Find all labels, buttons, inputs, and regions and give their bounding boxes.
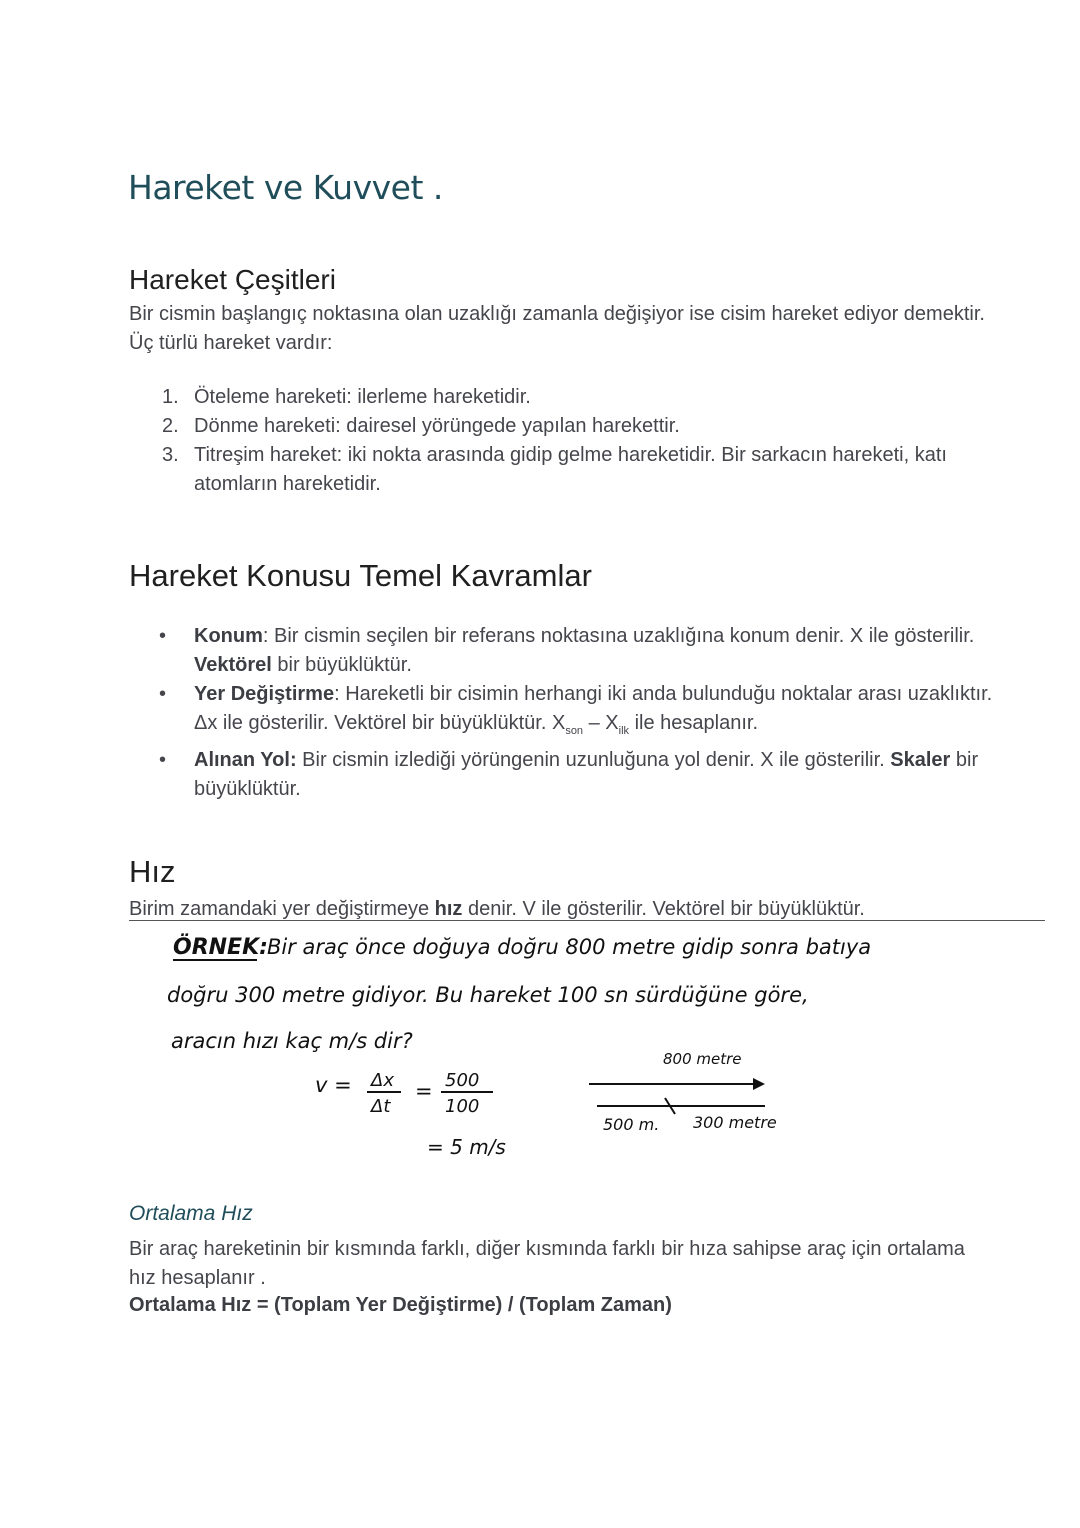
- ortalama-hiz-paragraph: Bir araç hareketinin bir kısmında farklı, diğer kısmında farklı bir hıza sahipse araç için ortalama hız hesaplanır .: [129, 1238, 965, 1289]
- arrow-label-top: 800 metre: [663, 1050, 742, 1068]
- section-heading-temel-kavramlar: Hareket Konusu Temel Kavramlar: [129, 558, 592, 593]
- example-line-3: aracın hızı kaç m/s dir?: [171, 1029, 413, 1053]
- equation-numerator-2: 500: [445, 1070, 480, 1091]
- example-line-1: Bir araç önce doğuya doğru 800 metre gidip sonra batıya: [267, 935, 872, 959]
- list-item-konum: • Konum: Bir cismin seçilen bir referans noktasına uzaklığına konum denir. X ile gösterilir. Vektörel bir büyüklüktür.: [129, 622, 1009, 680]
- handwritten-example: [165, 926, 1005, 1181]
- arrow-label-left: 500 m.: [603, 1115, 660, 1134]
- example-line-2: doğru 300 metre gidiyor. Bu hareket 100 sn sürdüğüne göre,: [167, 983, 809, 1007]
- divider-line: [129, 920, 1045, 921]
- section-heading-hiz: Hız: [129, 854, 176, 889]
- equation-result: = 5 m/s: [427, 1135, 506, 1159]
- section-heading-ortalama-hiz: Ortalama Hız: [129, 1202, 253, 1225]
- equation-denominator-2: 100: [445, 1096, 480, 1117]
- concepts-list: [129, 622, 1009, 804]
- bullet-icon: •: [159, 749, 167, 771]
- list-item-yer-degistirme: • Yer Değiştirme: Hareketli bir cisimin herhangi iki anda bulunduğu noktalar arası uzaklıktır. Δx ile gösterilir. Vektörel bir büyüklüktür. $X_{son} - X_{ilk}$ ile hesaplanır.: [129, 680, 1009, 746]
- hiz-definition: Birim zamandaki yer değiştirmeye hız denir. V ile gösterilir. Vektörel bir büyüklüktür.: [129, 898, 865, 920]
- list-item-alinan-yol: • Alınan Yol: Bir cismin izlediği yörüngenin uzunluğuna yol denir. X ile gösterilir. Skaler bir büyüklüktür.: [129, 746, 1009, 804]
- example-label: ÖRNEK:: [173, 935, 268, 960]
- equation-lhs: v =: [315, 1073, 352, 1097]
- arrow-label-right: 300 metre: [693, 1113, 777, 1132]
- bullet-icon: •: [159, 625, 167, 647]
- motion-types-list: [129, 383, 1009, 499]
- section-heading-hareket-cesitleri: Hareket Çeşitleri: [129, 264, 336, 295]
- equation-numerator: Δx: [371, 1070, 394, 1091]
- arrow-east-head: [753, 1078, 765, 1090]
- document-title: Hareket ve Kuvvet .: [128, 168, 443, 207]
- list-item: 2. Dönme hareketi: dairesel yörüngede yapılan harekettir.: [162, 415, 680, 437]
- bullet-icon: •: [159, 683, 167, 705]
- section-intro-paragraph: Bir cismin başlangıç noktasına olan uzaklığı zamanla değişiyor ise cisim hareket ediyor demektir. Üç türlü hareket vardır:: [129, 303, 985, 354]
- equation-equals: =: [415, 1079, 433, 1103]
- list-item: 3. Titreşim hareket: iki nokta arasında gidip gelme hareketidir. Bir sarkacın hareketi, katı atomların hareketidir.: [162, 444, 947, 495]
- ortalama-hiz-formula: Ortalama Hız = (Toplam Yer Değiştirme) / (Toplam Zaman): [129, 1294, 672, 1316]
- equation-denominator: Δt: [371, 1096, 391, 1117]
- list-item: 1. Öteleme hareketi: ilerleme hareketidir.: [162, 386, 531, 408]
